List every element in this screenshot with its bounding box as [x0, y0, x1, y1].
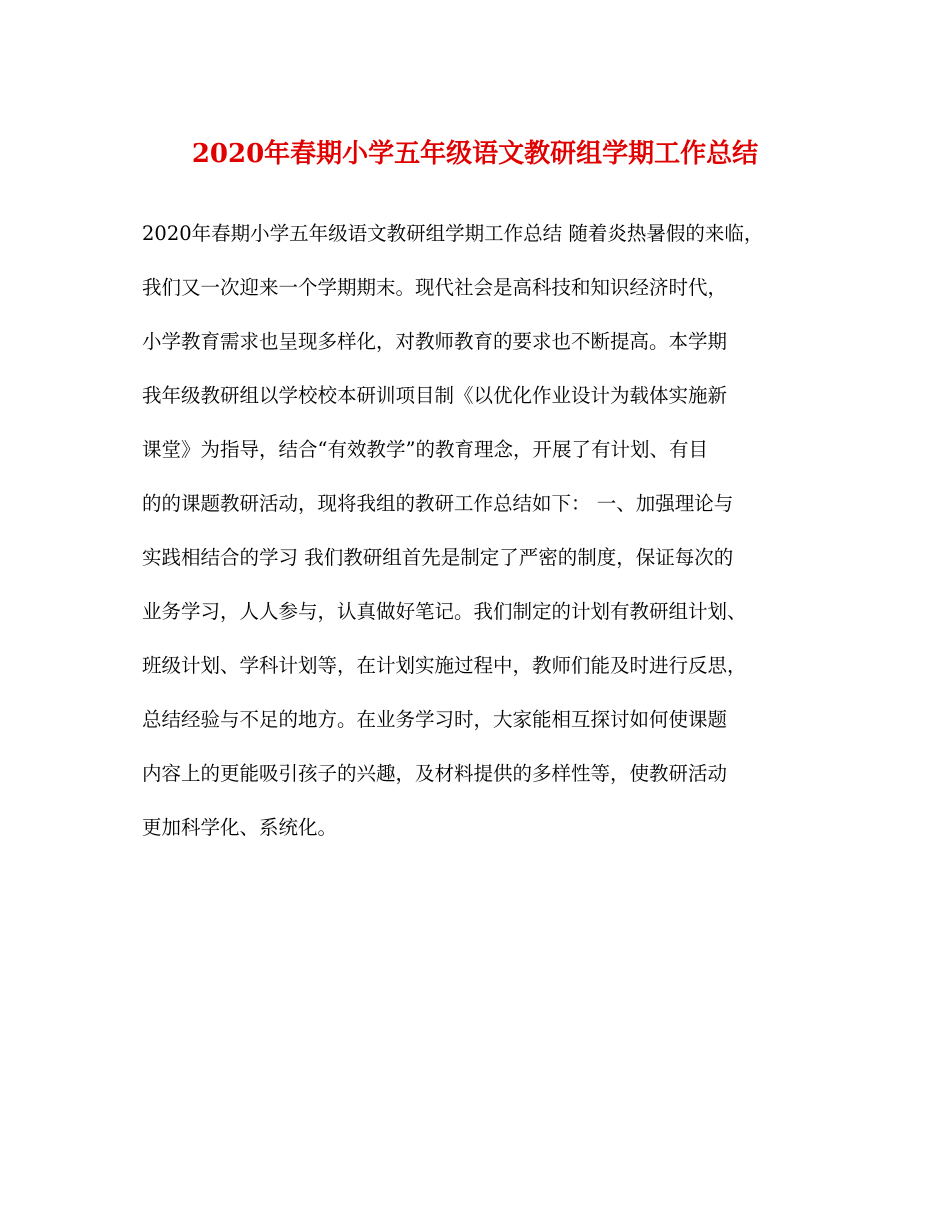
body-line: 小学教育需求也呈现多样化，对教师教育的要求也不断提高。本学期	[142, 330, 728, 353]
body-line: 业务学习，人人参与，认真做好笔记。我们制定的计划有教研组计划、	[142, 600, 747, 623]
body-line: 内容上的更能吸引孩子的兴趣，及材料提供的多样性等，使教研活动	[142, 762, 728, 785]
document-title: 2020年春期小学五年级语文教研组学期工作总结	[191, 139, 759, 169]
body-line: 更加科学化、系统化。	[142, 816, 338, 839]
body-line: 的的课题教研活动，现将我组的教研工作总结如下： 一、加强理论与	[142, 492, 734, 515]
body-line: 班级计划、学科计划等，在计划实施过程中，教师们能及时进行反思，	[142, 654, 747, 677]
body-line: 2020年春期小学五年级语文教研组学期工作总结 随着炎热暑假的来临，	[142, 222, 764, 245]
body-line: 实践相结合的学习 我们教研组首先是制定了严密的制度，保证每次的	[142, 546, 734, 569]
body-line: 课堂》为指导，结合“有效教学”的教育理念，开展了有计划、有目	[142, 438, 708, 461]
body-line: 总结经验与不足的地方。在业务学习时，大家能相互探讨如何使课题	[142, 708, 728, 731]
document-body	[142, 216, 842, 864]
body-line: 我年级教研组以学校校本研训项目制《以优化作业设计为载体实施新	[142, 384, 728, 407]
body-line: 我们又一次迎来一个学期期末。现代社会是高科技和知识经济时代，	[142, 276, 728, 299]
